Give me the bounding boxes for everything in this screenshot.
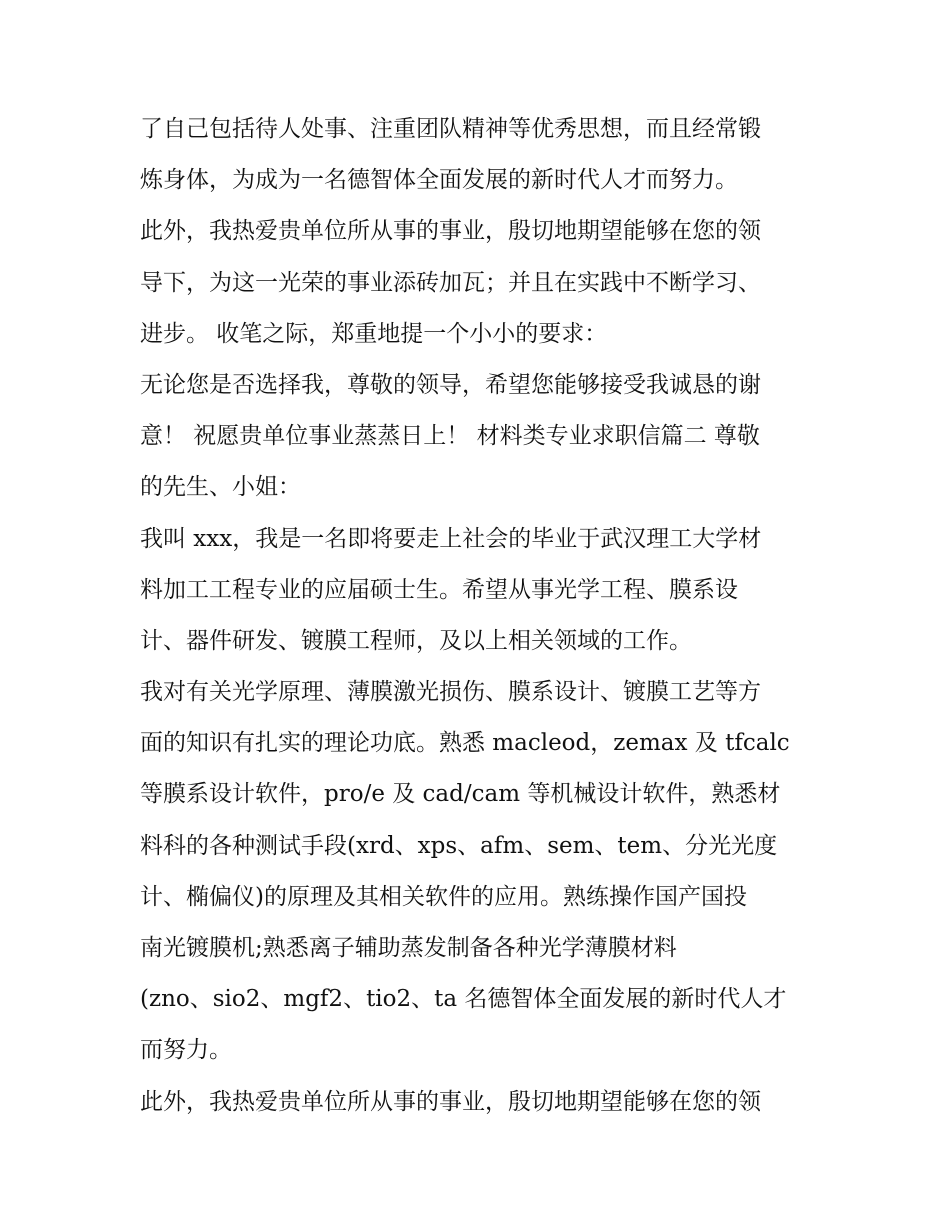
text-line: 计、器件研发、镀膜工程师，及以上相关领域的工作。: [140, 627, 692, 654]
paragraph: [140, 360, 820, 514]
text-line: 此外，我热爱贵单位所从事的事业，殷切地期望能够在您的领: [140, 218, 761, 245]
text-line: (zno、sio2、mgf2、tio2、ta 名德智体全面发展的新时代人才: [140, 986, 787, 1013]
text-line: 而努力。: [140, 1037, 232, 1064]
paragraph: [140, 514, 820, 668]
text-line: 我叫 xxx，我是一名即将要走上社会的毕业于武汉理工大学材: [140, 525, 762, 552]
document-page: [140, 104, 820, 1128]
text-line: 导下，为这一光荣的事业添砖加瓦；并且在实践中不断学习、: [140, 269, 761, 296]
text-line: 炼身体，为成为一名德智体全面发展的新时代人才而努力。: [140, 167, 738, 194]
text-line: 我对有关光学原理、薄膜激光损伤、膜系设计、镀膜工艺等方: [140, 679, 761, 706]
text-line: 计、椭偏仪)的原理及其相关软件的应用。熟练操作国产国投: [140, 883, 747, 910]
text-line: 料加工工程专业的应届硕士生。希望从事光学工程、膜系设: [140, 576, 738, 603]
paragraph: [140, 667, 820, 1077]
text-line: 等膜系设计软件，pro/e 及 cad/cam 等机械设计软件，熟悉材: [140, 781, 781, 808]
text-line: 此外，我热爱贵单位所从事的事业，殷切地期望能够在您的领: [140, 1088, 761, 1115]
paragraph: [140, 206, 820, 360]
text-line: 意！ 祝愿贵单位事业蒸蒸日上！ 材料类专业求职信篇二 尊敬: [140, 423, 760, 450]
text-line: 了自己包括待人处事、注重团队精神等优秀思想，而且经常锻: [140, 116, 761, 142]
text-line: 的先生、小姐：: [140, 474, 301, 501]
text-line: 无论您是否选择我，尊敬的领导，希望您能够接受我诚恳的谢: [140, 371, 761, 398]
paragraph: [140, 104, 820, 206]
text-line: 进步。 收笔之际，郑重地提一个小小的要求：: [140, 320, 608, 347]
text-line: 料科的各种测试手段(xrd、xps、afm、sem、tem、分光光度: [140, 832, 778, 859]
text-line: 南光镀膜机;熟悉离子辅助蒸发制备各种光学薄膜材料: [140, 935, 677, 961]
text-line: 面的知识有扎实的理论功底。熟悉 macleod，zemax 及 tfcalc: [140, 730, 790, 757]
paragraph: [140, 1077, 820, 1128]
